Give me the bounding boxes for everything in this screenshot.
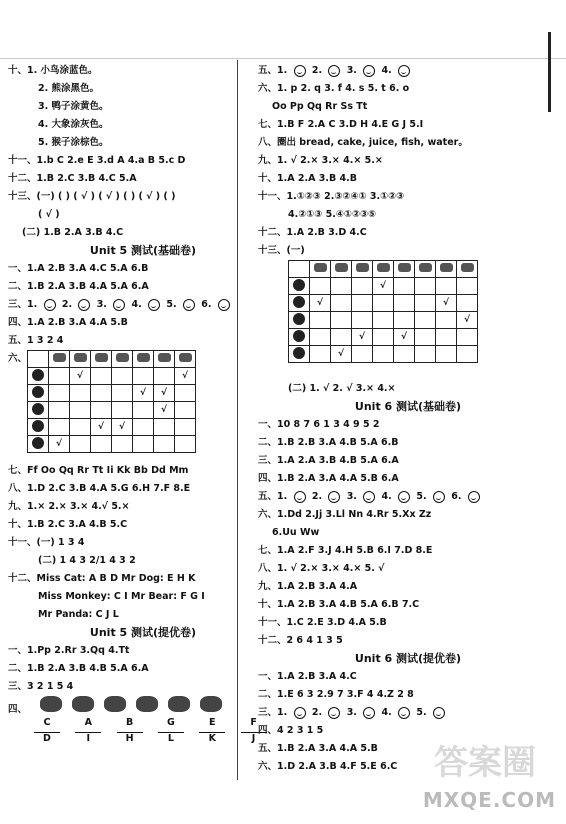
answer-line: 八、1.D 2.C 3.B 4.A 5.G 6.H 7.F 8.E [8, 483, 191, 494]
food-icon [398, 263, 411, 272]
answer-line-smileys: 五、1. 2. 3. 4. [258, 62, 558, 80]
answer-line: 十二、2 6 4 1 3 5 [258, 635, 343, 646]
food-icon [158, 353, 171, 362]
answer-line: 九、1.× 2.× 3.× 4.√ 5.× [8, 501, 130, 512]
answer-label: 五、1. [258, 491, 288, 502]
answer-line: 十一、1.b C 2.e E 3.d A 4.a B 5.c D [8, 155, 186, 166]
food-icon [95, 353, 108, 362]
top-divider [0, 58, 566, 59]
answer-line: 十二、1.A 2.B 3.D 4.C [258, 227, 367, 238]
answer-line: ( √ ) [38, 209, 60, 220]
answer-line: 一、10 8 7 6 1 3 4 9 5 2 [258, 419, 380, 430]
answer-line: 九、1. √ 2.× 3.× 4.× 5.× [258, 155, 383, 166]
answer-line: 十、1.B 2.C 3.A 4.B 5.C [8, 519, 128, 530]
smile-icon [363, 707, 375, 719]
animal-icon [200, 696, 222, 712]
answer-line: 三、1.A 2.A 3.B 4.B 5.A 6.A [258, 455, 399, 466]
answer-line: 四、1.A 2.B 3.A 4.A 5.B [8, 317, 128, 328]
answer-line: 十一、1.C 2.E 3.D 4.A 5.B [258, 617, 387, 628]
watermark-logo: 答案圈 [434, 743, 536, 783]
answer-line: 二、1.B 2.A 3.B 4.B 5.A 6.A [8, 663, 149, 674]
food-icon [461, 263, 474, 272]
answer-line: Oo Pp Qq Rr Ss Tt [272, 101, 368, 112]
answer-line: 十三、(一) [258, 245, 305, 256]
food-icon [74, 353, 87, 362]
answer-line: 一、1.Pp 2.Rr 3.Qq 4.Tt [8, 645, 130, 656]
right-column [258, 62, 558, 776]
smile-icon [398, 491, 410, 503]
section-title: Unit 5 测试(提优卷) [89, 626, 197, 639]
answer-line: 六、1.Dd 2.Jj 3.Ll Nn 4.Rr 5.Xx Zz [258, 509, 432, 520]
child-face-icon [32, 403, 44, 415]
smile-icon [328, 491, 340, 503]
answer-label: 五、1. [258, 65, 288, 76]
answer-line-smileys: 三、1. 2. 3. 4. 5. [258, 704, 558, 722]
answer-line-smileys: 三、1. 2. 3. 4. 5. 6. [8, 296, 278, 314]
match-letter: A [75, 714, 101, 733]
answer-line: 六、1. p 2. q 3. f 4. s 5. t 6. o [258, 83, 410, 94]
match-letter: K [208, 733, 216, 744]
smile-icon [218, 299, 230, 311]
grid-block [8, 350, 278, 462]
match-letter: H [125, 733, 134, 744]
answer-line: 4.②①③ 5.④①②③⑤ [288, 209, 377, 220]
answer-line: 6.Uu Ww [272, 527, 320, 538]
match-bottom-row [8, 732, 278, 746]
answer-line: 五、1 3 2 4 [8, 335, 64, 346]
smile-icon [398, 65, 410, 77]
smile-icon [294, 491, 306, 503]
match-top-row [8, 714, 278, 732]
answer-label: 六、 [8, 353, 28, 364]
answer-line: 二、1.E 6 3 2.9 7 3.F 4 4.Z 2 8 [258, 689, 414, 700]
child-face-icon [32, 369, 44, 381]
child-face-icon [293, 279, 305, 291]
animal-row [8, 696, 278, 714]
answer-line: 十一、1.①②③ 2.③②④① 3.①②③ [258, 191, 405, 202]
answer-line: 4. 大象涂灰色。 [38, 119, 109, 130]
answer-label: 四、 [8, 704, 28, 715]
answer-line: 七、1.B F 2.A C 3.D H 4.E G J 5.I [258, 119, 424, 130]
match-letter: C [34, 714, 60, 733]
answer-line: 二、1.B 2.B 3.A 4.B 5.A 6.B [258, 437, 399, 448]
answer-line: 一、1.A 2.B 3.A 4.C 5.A 6.B [8, 263, 149, 274]
smile-icon [433, 491, 445, 503]
smile-icon [44, 299, 56, 311]
answer-line: 2. 熊涂黑色。 [38, 83, 100, 94]
food-icon [335, 263, 348, 272]
answer-grid: √ √ √ √ √ √ √ [288, 260, 478, 363]
grid-block [258, 260, 558, 380]
answer-line: 七、1.A 2.F 3.J 4.H 5.B 6.I 7.D 8.E [258, 545, 433, 556]
smile-icon [398, 707, 410, 719]
match-letter: L [167, 733, 174, 744]
animal-icon [72, 696, 94, 712]
answer-line: 十二、Miss Cat: A B D Mr Dog: E H K [8, 573, 196, 584]
child-face-icon [32, 386, 44, 398]
smile-icon [183, 299, 195, 311]
child-face-icon [293, 347, 305, 359]
answer-line: 四、4 2 3 1 5 [258, 725, 324, 736]
food-icon [116, 353, 129, 362]
answer-line: 十三、(一) ( ) ( √ ) ( √ ) ( ) ( √ ) ( ) [8, 191, 176, 202]
answer-line: 十二、1.B 2.C 3.B 4.C 5.A [8, 173, 137, 184]
answer-line: 十、1. 小鸟涂蓝色。 [8, 65, 98, 76]
smile-icon [294, 707, 306, 719]
animal-icon [40, 696, 62, 712]
answer-line: 5. 猴子涂棕色。 [38, 137, 109, 148]
answer-line: 十、1.A 2.B 3.A 4.B 5.A 6.B 7.C [258, 599, 420, 610]
child-face-icon [32, 437, 44, 449]
smile-icon [363, 491, 375, 503]
section-title: Unit 5 测试(基础卷) [89, 244, 197, 257]
smile-icon [328, 65, 340, 77]
food-icon [356, 263, 369, 272]
food-icon [314, 263, 327, 272]
child-face-icon [293, 313, 305, 325]
food-icon [137, 353, 150, 362]
answer-line: 八、圈出 bread, cake, juice, fish, water。 [258, 137, 468, 148]
answer-grid: √ √ √ √ √ √ √ √ [27, 350, 196, 453]
smile-icon [294, 65, 306, 77]
match-letter: E [199, 714, 225, 733]
match-letter: G [158, 714, 184, 733]
food-icon [53, 353, 66, 362]
match-letter: D [43, 733, 51, 744]
answer-line: 一、1.A 2.B 3.A 4.C [258, 671, 357, 682]
section-title: Unit 6 测试(基础卷) [354, 400, 462, 413]
answer-line: 三、3 2 1 5 4 [8, 681, 74, 692]
animal-icon [168, 696, 190, 712]
smile-icon [78, 299, 90, 311]
answer-line: Miss Monkey: C I Mr Bear: F G I [38, 591, 205, 602]
answer-line: 十、1.A 2.A 3.B 4.B [258, 173, 357, 184]
answer-line: (二) 1. √ 2. √ 3.× 4.× [288, 383, 396, 394]
animal-icon [104, 696, 126, 712]
smile-icon [363, 65, 375, 77]
food-icon [179, 353, 192, 362]
animal-icon [136, 696, 158, 712]
smile-icon [113, 299, 125, 311]
match-letter: J [251, 733, 256, 744]
smile-icon [328, 707, 340, 719]
answer-line-smileys: 五、1. 2. 3. 4. 5. 6. [258, 488, 558, 506]
answer-line: 四、1.B 2.A 3.A 4.A 5.B 6.A [258, 473, 399, 484]
child-face-icon [293, 330, 305, 342]
smile-icon [433, 707, 445, 719]
section-title: Unit 6 测试(提优卷) [354, 652, 462, 665]
food-icon [377, 263, 390, 272]
match-letter: F [241, 714, 267, 733]
child-face-icon [32, 420, 44, 432]
smile-icon [468, 491, 480, 503]
answer-line: 二、1.B 2.A 3.B 4.A 5.A 6.A [8, 281, 149, 292]
answer-label: 三、1. [258, 707, 288, 718]
child-face-icon [293, 296, 305, 308]
answer-line: Mr Panda: C J L [38, 609, 119, 620]
food-icon [419, 263, 432, 272]
match-letter: B [117, 714, 143, 733]
answer-line: 八、1. √ 2.× 3.× 4.× 5. √ [258, 563, 385, 574]
match-letter: I [86, 733, 91, 744]
answer-line: (二) 1.B 2.A 3.B 4.C [22, 227, 124, 238]
answer-line: (二) 1 4 3 2/1 4 3 2 [38, 555, 136, 566]
answer-line: 十一、(一) 1 3 4 [8, 537, 85, 548]
answer-line: 七、Ff Oo Qq Rr Tt Ii Kk Bb Dd Mm [8, 465, 189, 476]
left-column [8, 62, 278, 746]
answer-label: 三、1. [8, 299, 38, 310]
watermark-text: MXQE.COM [422, 788, 556, 812]
answer-line: 五、1.B 2.A 3.A 4.A 5.B [258, 743, 378, 754]
food-icon [440, 263, 453, 272]
answer-line: 3. 鸭子涂黄色。 [38, 101, 109, 112]
answer-line: 六、1.D 2.A 3.B 4.F 5.E 6.C [258, 761, 398, 772]
smile-icon [148, 299, 160, 311]
answer-line: 九、1.A 2.B 3.A 4.A [258, 581, 358, 592]
